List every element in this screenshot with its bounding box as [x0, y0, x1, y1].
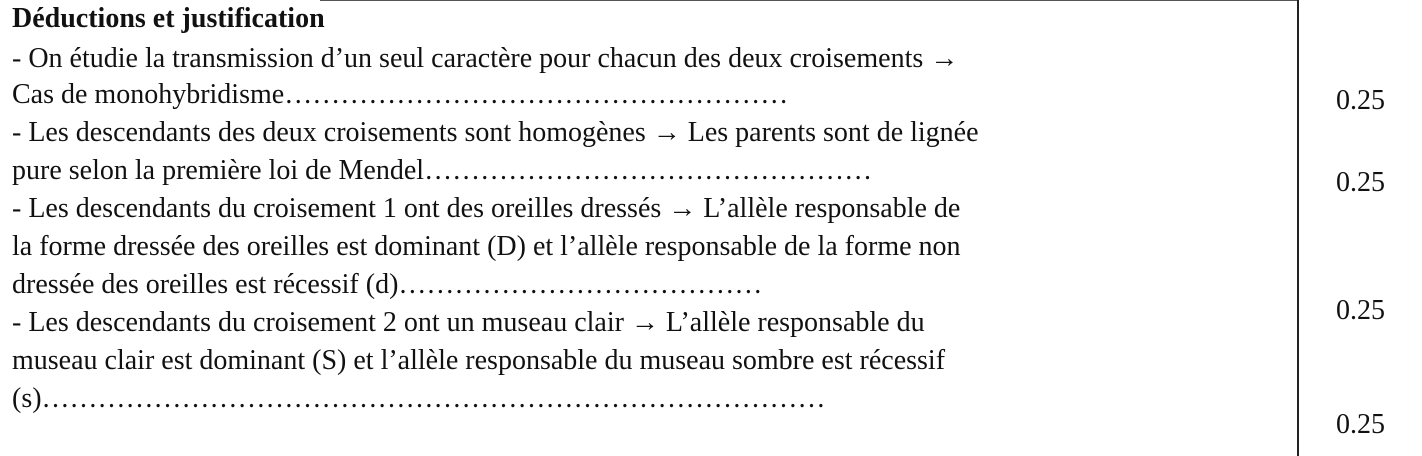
- deduction-item-2: [12, 114, 1292, 190]
- deduction-line: - Les descendants du croisement 1 ont des oreilles dressés → L’allèle responsable de: [12, 193, 961, 224]
- deduction-line: la forme dressée des oreilles est dominant (D) et l’allèle responsable de la forme non: [12, 231, 961, 262]
- deduction-item-3: [12, 190, 1292, 304]
- deduction-line: (s)…………………………………………………………………………: [12, 383, 826, 414]
- points-value-2: 0.25: [1336, 167, 1385, 198]
- deduction-line: - Les descendants du croisement 2 ont un museau clair → L’allèle responsable du: [12, 307, 925, 338]
- deduction-line: Cas de monohybridisme………………………………………………: [12, 79, 789, 110]
- points-value-3: 0.25: [1336, 295, 1385, 326]
- deduction-item-4: [12, 304, 1292, 418]
- deduction-line: - On étudie la transmission d’un seul caractère pour chacun des deux croisements →: [12, 43, 959, 74]
- deduction-line: dressée des oreilles est récessif (d)…………………………………: [12, 269, 763, 300]
- deduction-item-1: [12, 38, 1292, 114]
- points-column-divider: [1297, 0, 1299, 456]
- deduction-line: - Les descendants des deux croisements sont homogènes → Les parents sont de lignée: [12, 117, 979, 148]
- points-value-4: 0.25: [1336, 409, 1385, 440]
- points-value-1: 0.25: [1336, 85, 1385, 116]
- section-heading: Déductions et justification: [12, 3, 325, 34]
- deductions-section: [12, 0, 1292, 418]
- deduction-line: pure selon la première loi de Mendel…………………………………………: [12, 155, 873, 186]
- deduction-line: museau clair est dominant (S) et l’allèle responsable du museau sombre est récessif: [12, 345, 946, 376]
